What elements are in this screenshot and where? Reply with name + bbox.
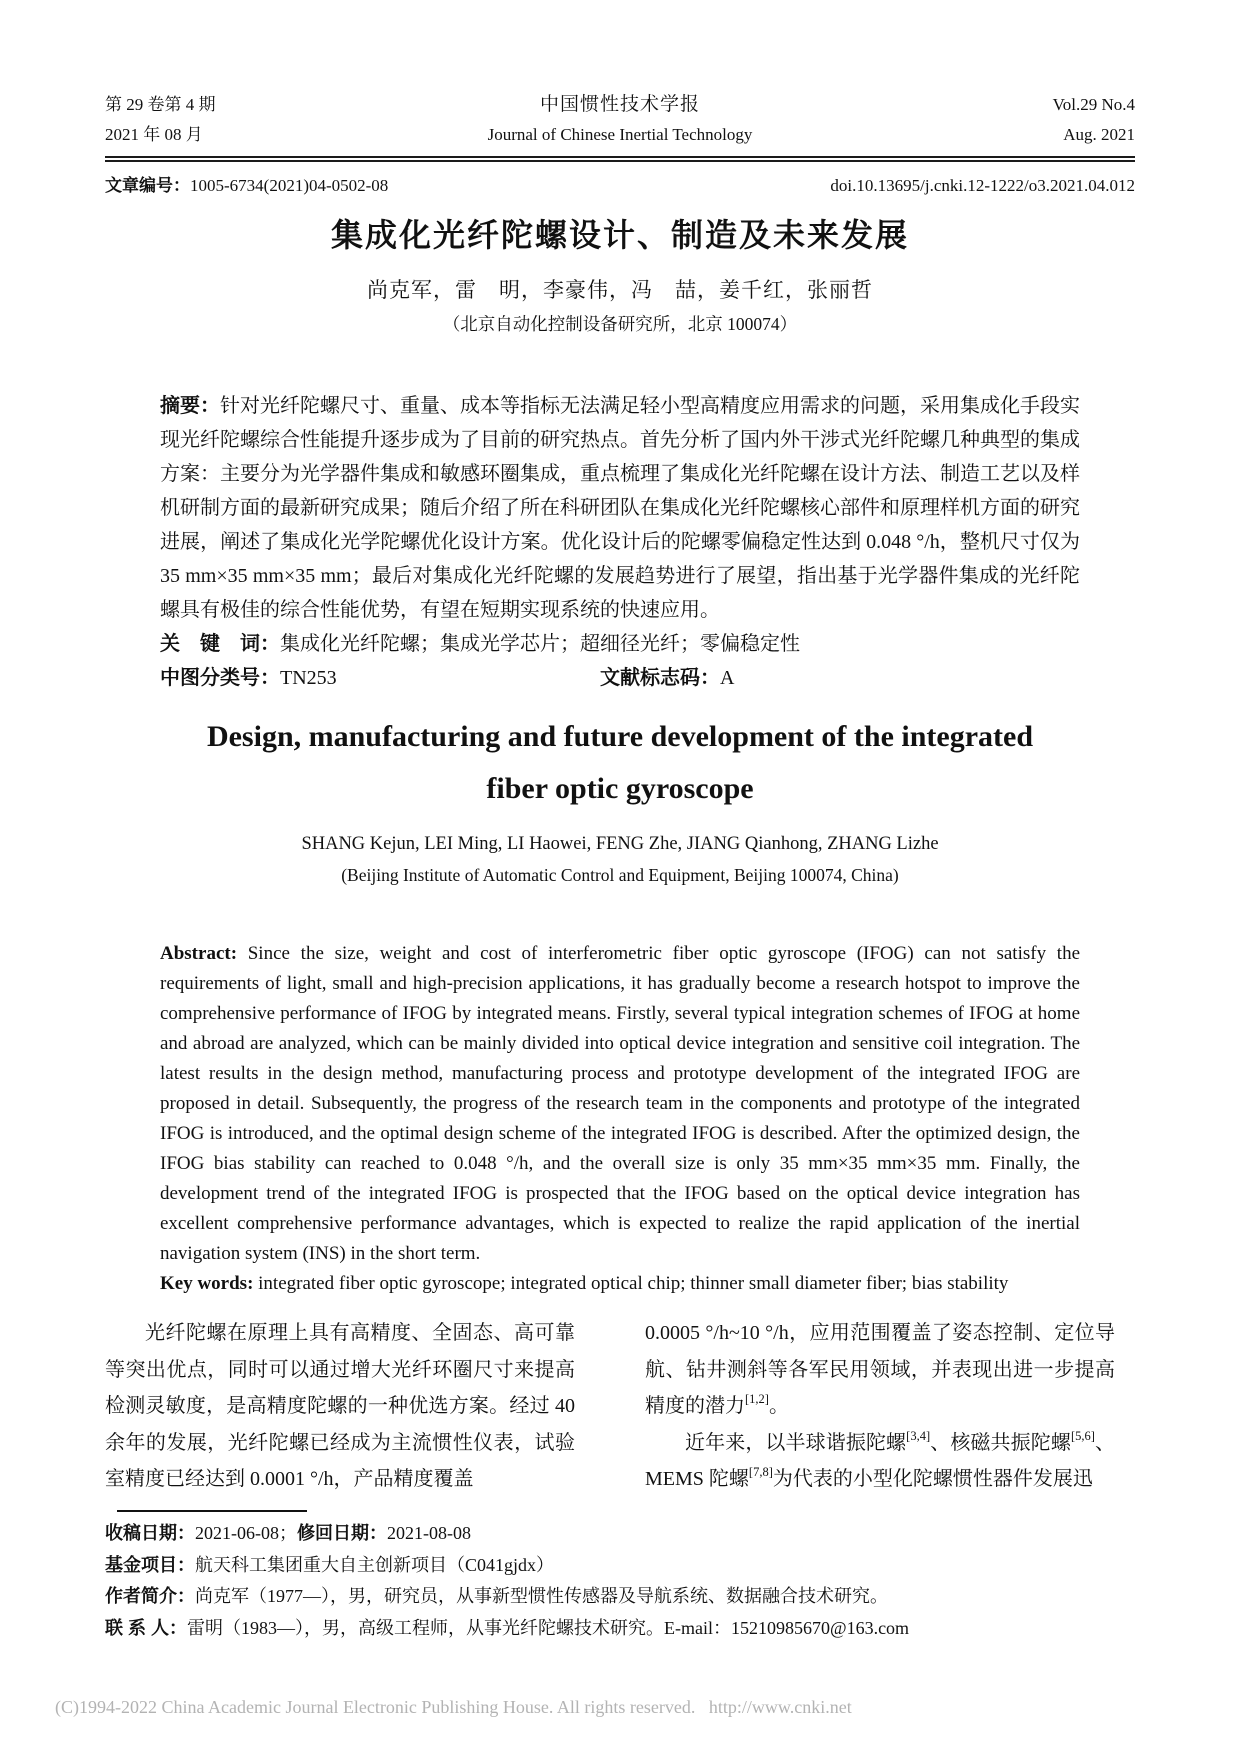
- citation-ref-7-8: [7,8]: [748, 1465, 773, 1480]
- body-text: 、核磁共振陀螺: [930, 1431, 1071, 1454]
- body-text: 、MEMS 陀螺: [645, 1431, 1116, 1490]
- body-left-column: [105, 1315, 575, 1498]
- body-text: 近年来，以半球谐振陀螺: [685, 1431, 907, 1454]
- clc-line: [160, 661, 1080, 695]
- funding-line: [105, 1550, 1135, 1582]
- keywords-en-text: integrated fiber optic gyroscope; integrated optical chip; thinner small diameter fiber; bias stability: [253, 1273, 1009, 1294]
- abstract-cn-paragraph: [160, 389, 1080, 627]
- paper-title-cn: 集成化光纤陀螺设计、制造及未来发展: [330, 217, 909, 253]
- abstract-cn-label: 摘要：: [160, 395, 220, 417]
- footnote-divider: [117, 1510, 307, 1512]
- abstract-cn-text: 针对光纤陀螺尺寸、重量、成本等指标无法满足轻小型高精度应用需求的问题，采用集成化手段实现光纤陀螺综合性能提升逐步成为了目前的研究热点。首先分析了国内外干涉式光纤陀螺几种典型的集成方案：主要分为光学器件集成和敏感环圈集成，重点梳理了集成化光纤陀螺在设计方法、制造工艺以及样机研制方面的最新研究成果；随后介绍了所在科研团队在集成化光纤陀螺核心部件和原理样机方面的研究进展，阐述了集成化光学陀螺优化设计方案。优化设计后的陀螺零偏稳定性达到 0.048 °/h，整机尺寸仅为 35 mm×35 mm×35 mm；最后对集成化光纤陀螺的发展趋势进行了展望，指出基于光学器件集成的光纤陀螺具有极佳的综合性能优势，有望在短期实现系统的快速应用。: [160, 395, 1080, 621]
- revised-date: 2021-08-08: [387, 1523, 471, 1543]
- citation-ref-5-6: [5,6]: [1070, 1428, 1095, 1443]
- contact-text: 雷明（1983—），男，高级工程师，从事光纤陀螺技术研究。E-mail：15210985670@163.com: [187, 1617, 910, 1638]
- abstract-en-label: Abstract:: [160, 943, 238, 964]
- doc-code-label: 文献标志码：: [600, 667, 720, 689]
- body-paragraph-1-continued: [645, 1315, 1115, 1425]
- volume-issue-cn: 第 29 卷第 4 期: [105, 95, 216, 114]
- paper-title-en-line2: fiber optic gyroscope: [486, 772, 754, 805]
- journal-header-center: [285, 90, 955, 150]
- affiliation-cn: （北京自动化控制设备研究所，北京 100074）: [442, 314, 798, 334]
- article-meta-line: [105, 174, 1135, 198]
- citation-ref-1-2: [1,2]: [745, 1392, 769, 1407]
- issue-date-cn: 2021 年 08 月: [105, 125, 203, 144]
- journal-header: [105, 90, 1135, 150]
- doc-code: [600, 667, 734, 689]
- body-text: 0.0005 °/h~10 °/h，应用范围覆盖了姿态控制、定位导航、钻井测斜等各军民用领域，并表现出进一步提高精度的潜力: [645, 1322, 1115, 1417]
- received-date-label: 收稿日期：: [105, 1523, 195, 1543]
- cnki-copyright-line: (C)1994-2022 China Academic Journal Electronic Publishing House. All rights reserved. http://www.cnki.net: [55, 1697, 852, 1717]
- abstract-en-paragraph: [160, 939, 1080, 1269]
- article-number-value: 1005-6734(2021)04-0502-08: [190, 176, 389, 195]
- citation-ref-3-4: [3,4]: [906, 1428, 931, 1443]
- authors-en: SHANG Kejun, LEI Ming, LI Haowei, FENG Zhe, JIANG Qianhong, ZHANG Lizhe: [301, 834, 939, 854]
- funding-label: 基金项目：: [105, 1554, 195, 1575]
- footnote-block: [105, 1510, 1135, 1644]
- doc-code-value: A: [720, 667, 735, 689]
- journal-title-cn: 中国惯性技术学报: [539, 94, 700, 115]
- body-paragraph-1: 光纤陀螺在原理上具有高精度、全固态、高可靠等突出优点，同时可以通过增大光纤环圈尺寸来提高检测灵敏度，是高精度陀螺的一种优选方案。经过 40 余年的发展，光纤陀螺已经成为主流惯性仪表，试验室精度已经达到 0.0001 °/h，产品精度覆盖: [105, 1322, 575, 1490]
- journal-title-en: Journal of Chinese Inertial Technology: [487, 125, 753, 144]
- journal-header-right: [955, 90, 1135, 150]
- body-text: 。: [768, 1395, 789, 1417]
- article-number-label: 文章编号：: [105, 176, 190, 195]
- volume-issue-en: Vol.29 No.4: [1052, 95, 1135, 114]
- funding-text: 航天科工集团重大自主创新项目（C041gjdx）: [195, 1554, 555, 1575]
- received-date: 2021-06-08；: [195, 1523, 297, 1543]
- journal-header-left: [105, 90, 285, 150]
- contact-label: 联 系 人：: [105, 1617, 188, 1638]
- keywords-en-line: [160, 1269, 1080, 1299]
- doi: doi.10.13695/j.cnki.12-1222/o3.2021.04.012: [830, 176, 1135, 195]
- clc-value: TN253: [280, 667, 337, 689]
- keywords-cn-line: [160, 627, 1080, 661]
- paper-title-en-line1: Design, manufacturing and future development of the integrated: [206, 720, 1034, 753]
- affiliation-en: (Beijing Institute of Automatic Control and Equipment, Beijing 100074, China): [341, 865, 899, 885]
- body-text: 为代表的小型化陀螺惯性器件发展迅: [772, 1468, 1093, 1490]
- revised-date-label: 修回日期：: [297, 1523, 387, 1543]
- abstract-cn-block: [160, 389, 1080, 695]
- paper-title-en: [105, 711, 1135, 815]
- header-divider: [105, 156, 1135, 162]
- body-right-column: [645, 1315, 1115, 1498]
- author-bio-text: 尚克军（1977—），男，研究员，从事新型惯性传感器及导航系统、数据融合技术研究。: [195, 1586, 888, 1606]
- abstract-en-text: Since the size, weight and cost of interferometric fiber optic gyroscope (IFOG) can not satisfy the requirements of light, small and high-precision applications, it has gradually become a research hotspot to improve the comprehensive performance of IFOG by integrated means. Firstly, several typical integration schemes of IFOG at home and abroad are analyzed, which can be mainly divided into optical device integration and sensitive coil integration. The latest results in the design method, manufacturing process and prototype development of the integrated IFOG are proposed in detail. Subsequently, the progress of the research team in the components and prototype of the integrated IFOG is introduced, and the optimal design scheme of the integrated IFOG is described. After the optimized design, the IFOG bias stability can reached to 0.048 °/h, and the overall size is only 35 mm×35 mm×35 mm. Finally, the development trend of the integrated IFOG is prospected that the IFOG based on the optical device integration has excellent comprehensive performance advantages, which is expected to realize the rapid application of the inertial navigation system (INS) in the short term.: [160, 943, 1080, 1264]
- contact-line: [105, 1613, 1135, 1645]
- authors-cn: 尚克军，雷 明，李豪伟，冯 喆，姜千红，张丽哲: [367, 278, 873, 302]
- received-date-line: [105, 1518, 1135, 1550]
- keywords-cn-text: 集成化光纤陀螺；集成光学芯片；超细径光纤；零偏稳定性: [280, 633, 800, 655]
- body-paragraph-2: [645, 1425, 1115, 1498]
- keywords-en-label: Key words:: [160, 1273, 254, 1294]
- clc-label: 中图分类号：: [160, 667, 280, 689]
- clc-number: [160, 661, 600, 695]
- author-bio-label: 作者简介：: [105, 1586, 195, 1606]
- abstract-en-block: [160, 939, 1080, 1299]
- issue-date-en: Aug. 2021: [1063, 125, 1135, 144]
- keywords-cn-label: 关 键 词：: [160, 633, 280, 655]
- body-two-columns: [105, 1315, 1135, 1498]
- article-number: [105, 174, 388, 198]
- author-bio-line: [105, 1581, 1135, 1613]
